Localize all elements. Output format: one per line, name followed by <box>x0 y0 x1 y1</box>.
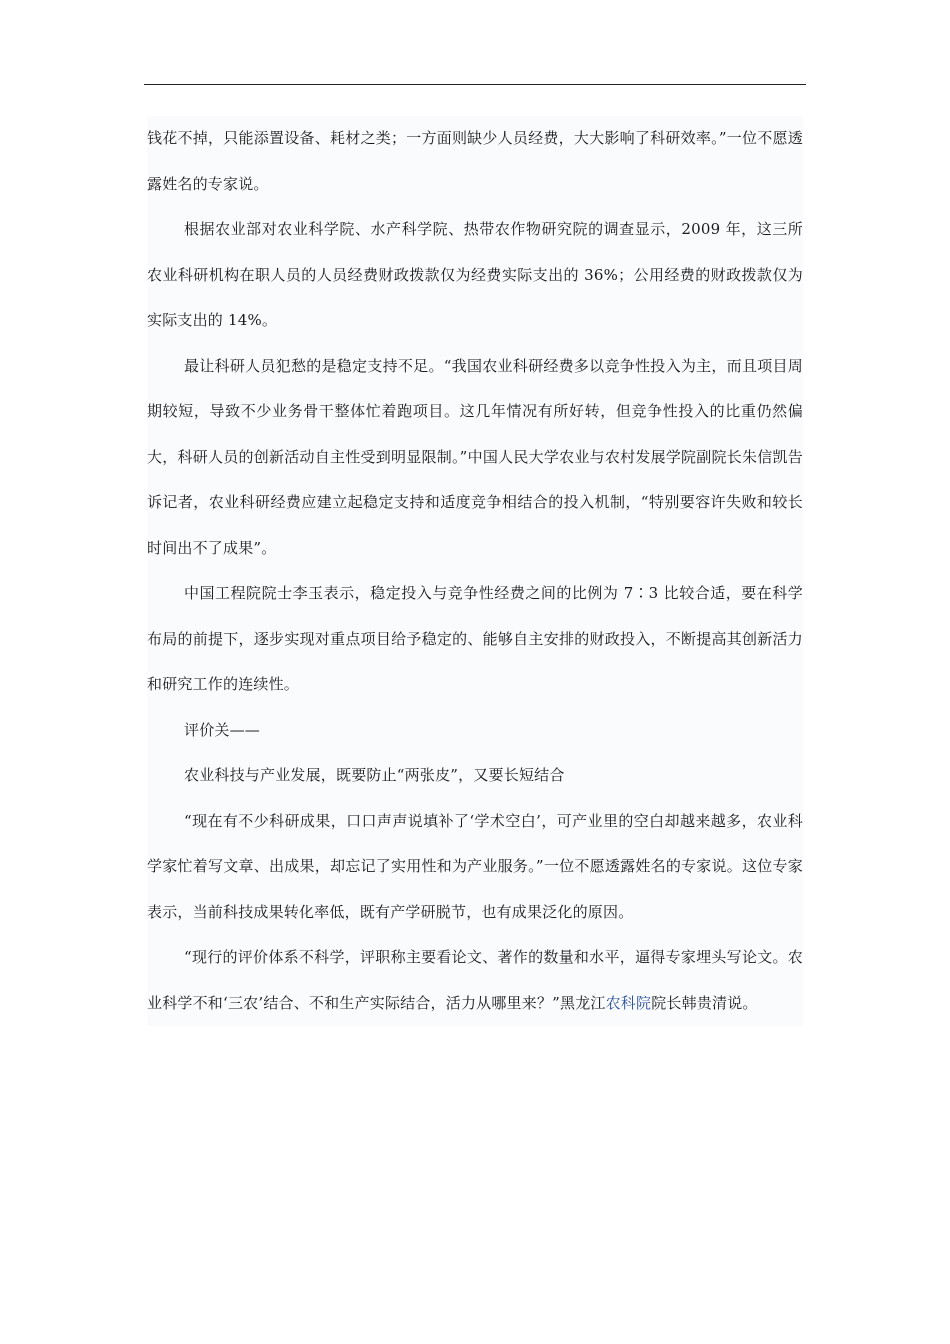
document-body <box>147 116 803 1026</box>
paragraph-2: 根据农业部对农业科学院、水产科学院、热带农作物研究院的调查显示，2009 年，这三所农业科研机构在职人员的人员经费财政拨款仅为经费实际支出的 36%；公用经费的财政拨款仅为实际支出的 14%。 <box>147 220 803 329</box>
paragraph-8-text-after: 院长韩贵清说。 <box>651 993 758 1012</box>
paragraph-8-text-before: “现行的评价体系不科学，评职称主要看论文、著作的数量和水平，逼得专家埋头写论文。农业科学不和‘三农’结合、不和生产实际结合，活力从哪里来？”黑龙江 <box>147 948 803 1012</box>
paragraph-7: “现在有不少科研成果，口口声声说填补了‘学术空白’，可产业里的空白却越来越多，农业科学家忙着写文章、出成果，却忘记了实用性和为产业服务。”一位不愿透露姓名的专家说。这位专家表示，当前科技成果转化率低，既有产学研脱节，也有成果泛化的原因。 <box>147 811 803 921</box>
paragraph-4: 中国工程院院士李玉表示，稳定投入与竞争性经费之间的比例为 7∶3 比较合适，要在科学布局的前提下，逐步实现对重点项目给予稳定的、能够自主安排的财政投入，不断提高其创新活力和研究工作的连续性。 <box>147 584 803 693</box>
nongkeyuan-link[interactable]: 农科院 <box>605 993 652 1012</box>
section-heading-evaluation: 评价关—— <box>184 720 261 739</box>
header-rule <box>144 84 806 85</box>
paragraph-3: 最让科研人员犯愁的是稳定支持不足。“我国农业科研经费多以竞争性投入为主，而且项目周期较短，导致不少业务骨干整体忙着跑项目。这几年情况有所好转，但竞争性投入的比重仍然偏大，科研人员的创新活动自主性受到明显限制。”中国人民大学农业与农村发展学院副院长朱信凯告诉记者，农业科研经费应建立起稳定支持和适度竞争相结合的投入机制，“特别要容许失败和较长时间出不了成果”。 <box>147 356 803 557</box>
section-subheading: 农业科技与产业发展，既要防止“两张皮”，又要长短结合 <box>184 766 565 784</box>
paragraph-1: 钱花不掉，只能添置设备、耗材之类；一方面则缺少人员经费，大大影响了科研效率。”一位不愿透露姓名的专家说。 <box>147 129 803 193</box>
paragraph-8 <box>147 935 803 1026</box>
